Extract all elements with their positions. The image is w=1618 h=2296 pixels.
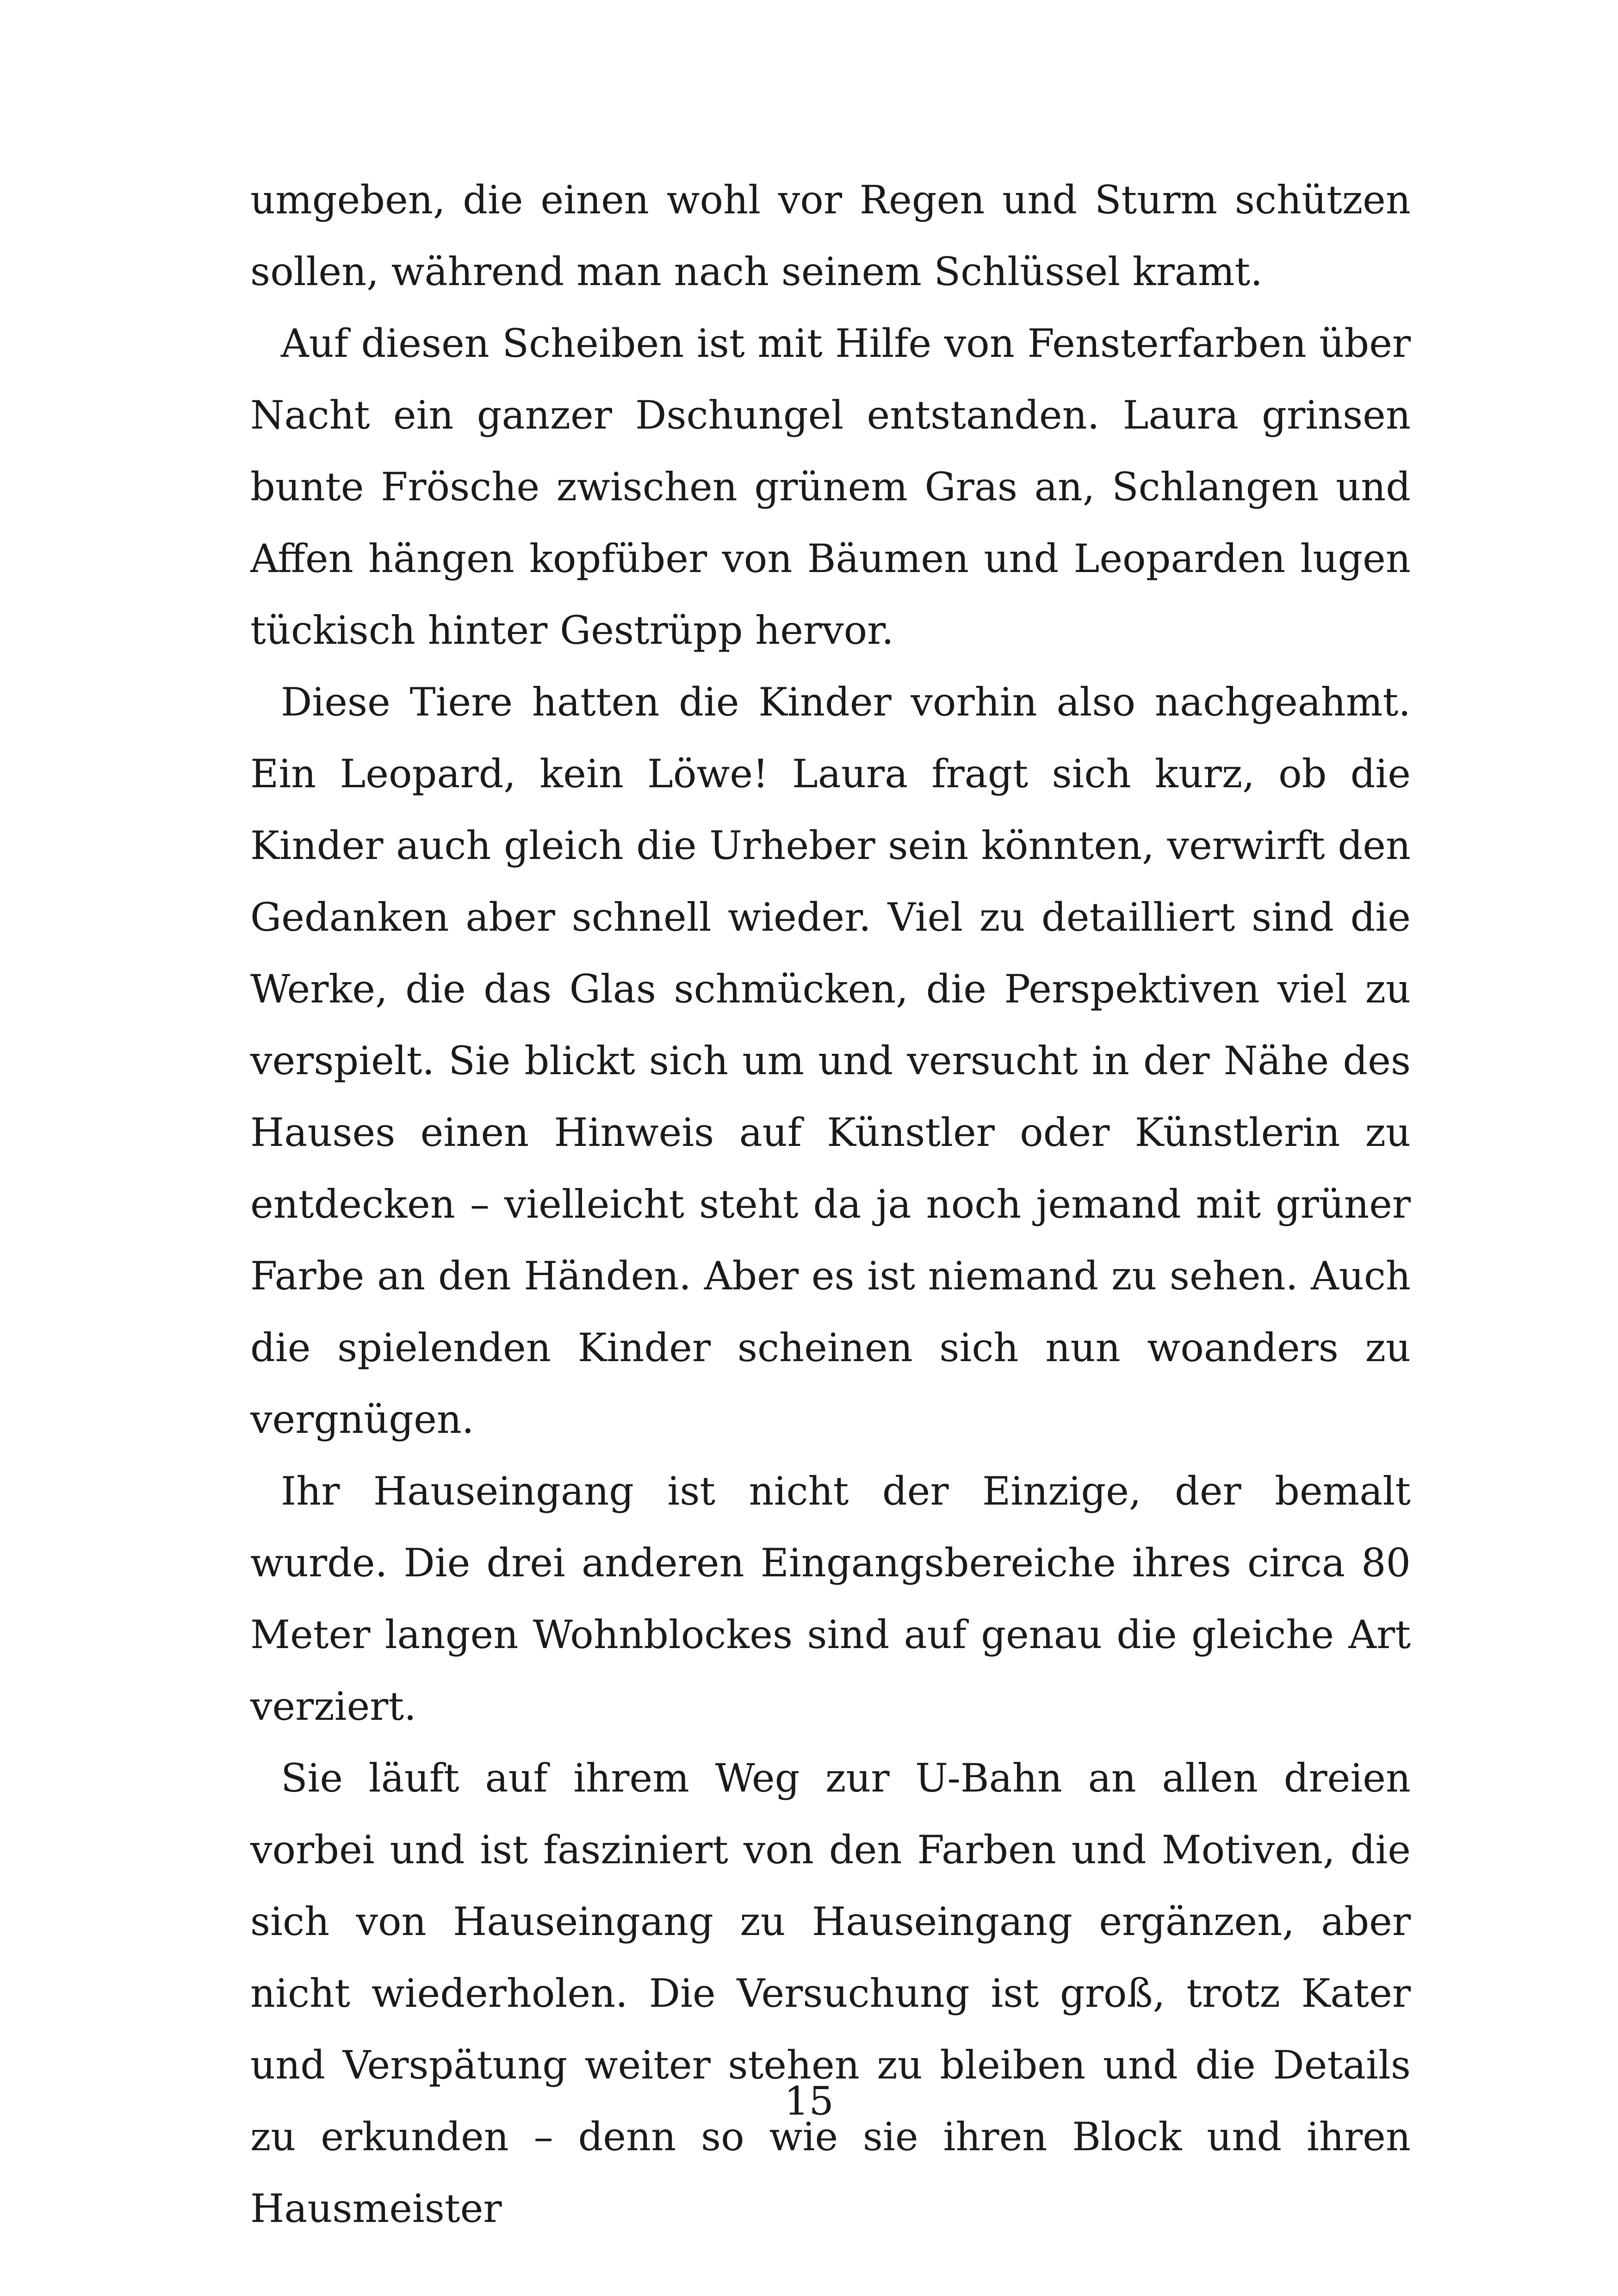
paragraph-2: Auf diesen Scheiben ist mit Hilfe von Fensterfarben über Nacht ein ganzer Dschungel entstanden. Laura grinsen bunte Frösche zwischen grünem Gras an, Schlangen und Affen hängen kopfüber von Bäumen und Leoparden lugen tückisch hinter Gestrüpp hervor. <box>250 321 1411 653</box>
body-text <box>250 164 1411 2245</box>
paragraph-4: Ihr Hauseingang ist nicht der Einzige, der bemalt wurde. Die drei anderen Eingangsbereiche ihres circa 80 Meter langen Wohnblockes sind auf genau die gleiche Art verziert. <box>250 1468 1411 1729</box>
paragraph-1: umgeben, die einen wohl vor Regen und Sturm schützen sollen, während man nach seinem Schlüssel kramt. <box>250 177 1411 294</box>
page-number: 15 <box>784 2078 834 2124</box>
paragraph-5: Sie läuft auf ihrem Weg zur U-Bahn an allen dreien vorbei und ist fasziniert von den Farben und Motiven, die sich von Hauseingang zu Hauseingang ergänzen, aber nicht wiederholen. Die Versuchung ist groß, trotz Kater und Verspätung weiter stehen zu bleiben und die Details zu erkunden – denn so wie sie ihren Block und ihren Hausmeister <box>250 1755 1411 2231</box>
paragraph-3: Diese Tiere hatten die Kinder vorhin also nachgeahmt. Ein Leopard, kein Löwe! Laura fragt sich kurz, ob die Kinder auch gleich die Urheber sein könnten, verwirft den Gedanken aber schnell wieder. Viel zu detailliert sind die Werke, die das Glas schmücken, die Perspektiven viel zu verspielt. Sie blickt sich um und versucht in der Nähe des Hauses einen Hinweis auf Künstler oder Künstlerin zu entdecken – vielleicht steht da ja noch jemand mit grüner Farbe an den Händen. Aber es ist niemand zu sehen. Auch die spielenden Kinder scheinen sich nun woanders zu vergnügen. <box>250 679 1411 1442</box>
